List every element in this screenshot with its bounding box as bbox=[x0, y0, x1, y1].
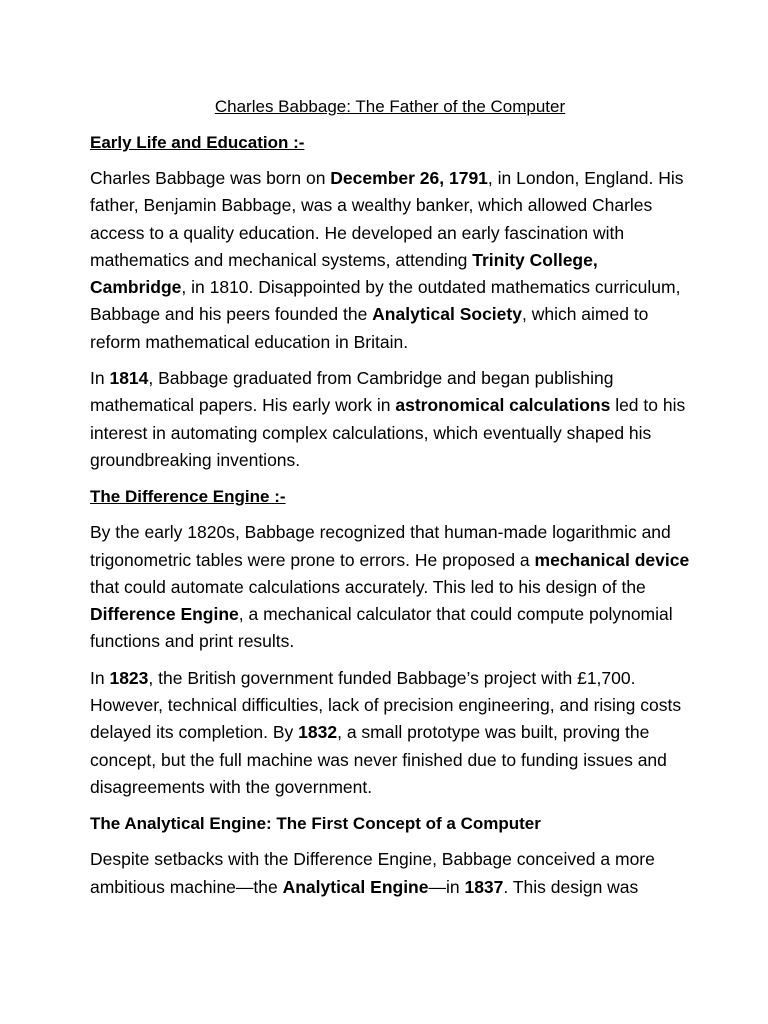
bold-text-run: 1823 bbox=[109, 667, 149, 688]
text-run: In bbox=[90, 667, 110, 688]
text-run: , in London, England. His father, Benjamin Babbage, was a wealthy banker, which allowed Charles access to a quality education. He developed an early fascination with mathematics and mechanical systems, attending bbox=[90, 168, 684, 270]
document-page bbox=[90, 93, 690, 910]
paragraph bbox=[90, 519, 690, 655]
document-title: Charles Babbage: The Father of the Computer bbox=[214, 97, 566, 116]
text-run: —in bbox=[428, 876, 465, 897]
bold-text-run: December 26, 1791 bbox=[330, 168, 488, 188]
text-run: , a mechanical calculator that could compute polynomial functions and print results. bbox=[90, 604, 673, 652]
text-run: Charles Babbage was born on bbox=[90, 168, 331, 188]
section-heading-analytical-engine: The Analytical Engine: The First Concept of a Computer bbox=[90, 814, 541, 834]
bold-text-run: Analytical Engine bbox=[282, 876, 429, 897]
bold-text-run: astronomical calculations bbox=[395, 395, 611, 416]
text-run: Despite setbacks with the Difference Engine, Babbage conceived a more ambitious machine—the bbox=[90, 849, 655, 897]
text-run: led to his interest in automating complex calculations, which eventually shaped his groundbreaking inventions. bbox=[90, 395, 686, 470]
paragraph bbox=[90, 665, 690, 801]
section-heading-difference-engine: The Difference Engine :- bbox=[90, 487, 286, 507]
section-heading-early-life: Early Life and Education :- bbox=[90, 133, 305, 152]
text-run: In bbox=[90, 368, 110, 389]
paragraph bbox=[90, 165, 690, 356]
paragraph bbox=[90, 365, 690, 474]
text-run: By the early 1820s, Babbage recognized that human-made logarithmic and trigonometric tables were prone to errors. He proposed a bbox=[90, 522, 671, 570]
bold-text-run: 1837 bbox=[464, 876, 504, 897]
text-run: , which aimed to reform mathematical education in Britain. bbox=[90, 304, 649, 352]
text-run: , a small prototype was built, proving the concept, but the full machine was never finished due to funding issues and disagreements with the government. bbox=[90, 722, 667, 797]
text-run: , the British government funded Babbage’s project with £1,700. However, technical difficulties, lack of precision engineering, and rising costs delayed its completion. By bbox=[90, 667, 682, 743]
bold-text-run: Analytical Society bbox=[372, 304, 522, 325]
text-run: , Babbage graduated from Cambridge and began publishing mathematical papers. His early work in bbox=[90, 368, 614, 416]
text-run: . This design was bbox=[503, 876, 639, 897]
bold-text-run: mechanical device bbox=[534, 549, 690, 570]
bold-text-run: Difference Engine bbox=[90, 604, 239, 625]
bold-text-run: 1832 bbox=[298, 722, 338, 743]
text-run: , in 1810. Disappointed by the outdated mathematics curriculum, Babbage and his peers founded the bbox=[90, 277, 681, 325]
bold-text-run: Trinity College, Cambridge bbox=[90, 249, 598, 298]
text-run: that could automate calculations accurately. This led to his design of the bbox=[90, 576, 646, 597]
bold-text-run: 1814 bbox=[109, 368, 149, 389]
paragraph bbox=[90, 846, 690, 901]
